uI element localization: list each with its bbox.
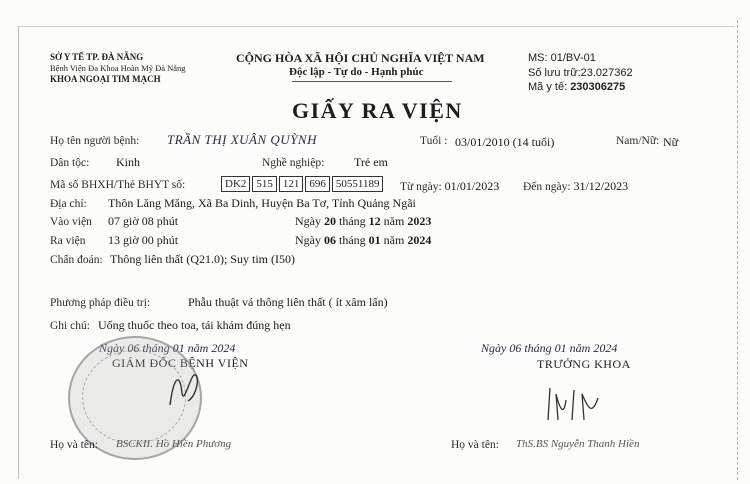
year-word: năm — [383, 233, 405, 247]
minute-word: phút — [156, 233, 179, 247]
month-word: tháng — [339, 233, 366, 247]
department-name: SỞ Y TẾ TP. ĐÀ NẴNG — [50, 52, 144, 62]
right-sign-title: TRƯỞNG KHOA — [537, 357, 631, 371]
in-month: 12 — [368, 214, 381, 228]
paper-right-edge — [737, 20, 739, 480]
job-label: Nghề nghiệp: — [262, 157, 325, 169]
unit-name: KHOA NGOẠI TIM MẠCH — [50, 74, 161, 84]
in-day: 20 — [324, 214, 336, 228]
out-month: 01 — [368, 233, 381, 247]
diagnosis-value: Thông liên thất (Q21.0); Suy tim (I50) — [110, 252, 295, 266]
job-value: Trẻ em — [354, 155, 388, 169]
form-code: MS: 01/BV-01 — [528, 52, 596, 64]
address-label: Địa chỉ: — [50, 198, 87, 210]
hour-word: giờ — [123, 214, 139, 228]
in-year: 2023 — [407, 214, 432, 228]
hour-word: giờ — [123, 233, 139, 247]
motto: Độc lập - Tự do - Hạnh phúc — [289, 66, 424, 78]
month-word: tháng — [339, 214, 366, 228]
left-sign-date: Ngày 06 tháng 01 năm 2024 — [99, 341, 236, 355]
address-value: Thôn Lăng Măng, Xã Ba Dinh, Huyện Ba Tơ, Tỉnh Quảng Ngãi — [108, 196, 416, 210]
archive-label: Số lưu trữ: — [528, 67, 581, 79]
ethnicity-value: Kinh — [116, 155, 140, 169]
medical-id-label: Mã y tế: — [528, 81, 568, 93]
insurance-box: 515 — [252, 176, 277, 192]
ethnicity-label: Dân tộc: — [50, 157, 90, 169]
insurance-box: 121 — [279, 176, 304, 192]
out-minute: 00 — [141, 233, 154, 247]
out-year: 2024 — [407, 233, 432, 247]
day-word: Ngày — [295, 214, 321, 228]
patient-name-value: TRẦN THỊ XUÂN QUỲNH — [167, 132, 317, 147]
in-hour: 07 — [108, 214, 120, 228]
left-name-label: Họ và tên: — [50, 439, 98, 451]
in-minute: 08 — [141, 214, 154, 228]
admission-out-label: Ra viện — [50, 235, 86, 247]
treatment-value: Phẫu thuật vá thông liên thất ( ít xâm lấn) — [188, 295, 388, 309]
sex-value: Nữ — [663, 135, 679, 149]
minute-word: phút — [156, 214, 179, 228]
insurance-box: 696 — [305, 176, 330, 192]
left-name-value: BSCKII. Hồ Hiền Phương — [116, 438, 232, 450]
diagnosis-label: Chẩn đoán: — [50, 254, 103, 266]
medical-id-value: 230306275 — [570, 81, 626, 93]
right-sign-date: Ngày 06 tháng 01 năm 2024 — [481, 341, 618, 355]
insurance-to-value: 31/12/2023 — [573, 179, 629, 193]
right-name-value: ThS.BS Nguyễn Thanh Hiền — [516, 438, 640, 450]
head-signature — [540, 380, 610, 425]
insurance-from-value: 01/01/2023 — [444, 179, 500, 193]
admission-in-label: Vào viện — [50, 216, 92, 228]
insurance-from-label: Từ ngày: — [400, 181, 442, 193]
right-name-label: Họ và tên: — [451, 439, 499, 451]
hospital-name: Bệnh Viện Đa Khoa Hoàn Mỹ Đà Nẵng — [50, 63, 186, 73]
insurance-label: Mã số BHXH/Thẻ BHYT số: — [50, 179, 186, 191]
out-day: 06 — [324, 233, 336, 247]
document-title: GIẤY RA VIỆN — [292, 98, 463, 123]
nation-heading: CỘNG HÒA XÃ HỘI CHỦ NGHĨA VIỆT NAM — [236, 51, 485, 65]
insurance-box: 50551189 — [332, 176, 384, 192]
sex-label: Nam/Nữ: — [616, 135, 660, 147]
director-signature — [160, 365, 208, 415]
age-label: Tuổi : — [420, 135, 448, 147]
age-value: 03/01/2010 (14 tuổi) — [455, 135, 555, 149]
archive-value: 23.027362 — [580, 67, 633, 79]
insurance-to-label: Đến ngày: — [523, 181, 571, 193]
note-label: Ghi chú: — [50, 320, 90, 332]
motto-underline — [292, 81, 452, 82]
patient-name-label: Họ tên người bệnh: — [50, 135, 140, 147]
insurance-box: DK2 — [221, 176, 250, 192]
left-sign-title: GIÁM ĐỐC BỆNH VIỆN — [112, 356, 249, 370]
insurance-number-boxes — [221, 176, 385, 192]
out-hour: 13 — [108, 233, 120, 247]
year-word: năm — [383, 214, 405, 228]
treatment-label: Phương pháp điều trị: — [50, 297, 151, 309]
note-value: Uống thuốc theo toa, tái khám đúng hẹn — [98, 318, 291, 332]
day-word: Ngày — [295, 233, 321, 247]
